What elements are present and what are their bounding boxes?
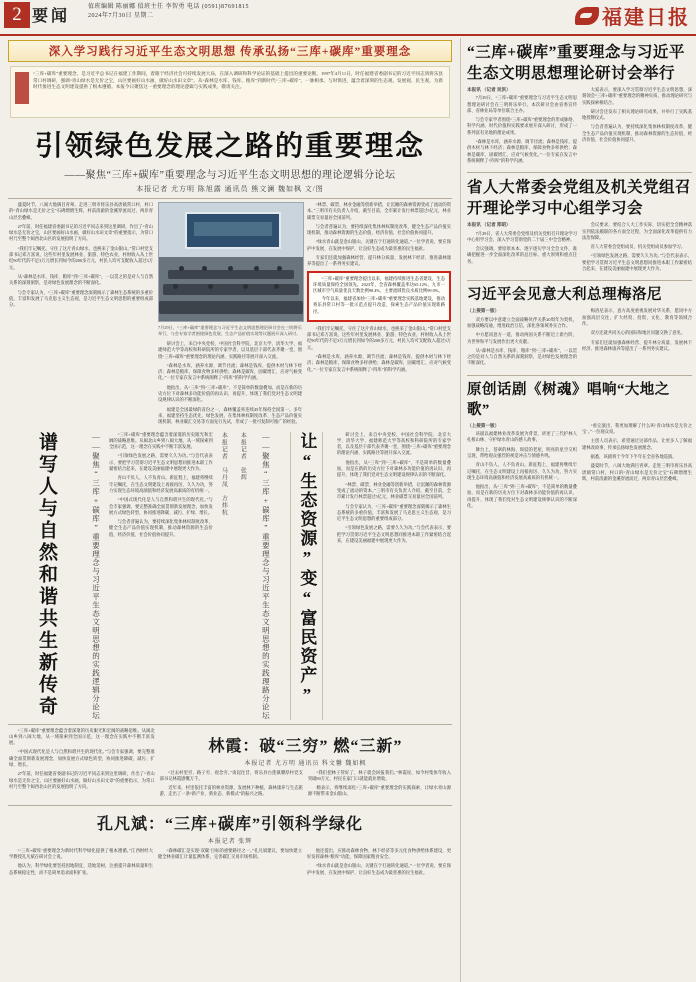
- right-article-2-tag: 本报讯 （记者 郑昭）: [467, 222, 511, 228]
- paragraph: 近年来，村里依托丰富的林业资源，发展林下种植、森林康养与生态旅游，走出了一条“新产业、新业态、新模式”的振兴之路。: [159, 785, 303, 797]
- paragraph: 27年前，时任福建省委副书记的习近平同志来到这里调研，作出了“青山绿水是无价之宝，山区要画好山水画，做好山水田文章”的重要指示，为常口村乃至整个闽西北山区的发展指明了方向。: [9, 771, 155, 789]
- right-article-3-title: 习近平会见意大利总理梅洛尼: [467, 287, 662, 304]
- paragraph: “森林碳汇是实现‘双碳’目标的重要路径之一。”孔凡斌建议，要加快建立健全林业碳汇计量监测体系，完善碳汇交易市场机制。: [158, 847, 302, 860]
- masthead: [0, 0, 696, 36]
- paragraph: 双方要以中意建立全面战略伙伴关系20周年为契机，加强战略沟通，增进政治互信，深化各领域务实合作。: [467, 316, 577, 328]
- right-article-2-title: 省人大常委会党组及机关党组召开理论学习中心组学习会: [467, 179, 692, 218]
- paragraph: “中国式现代化是人与自然和谐共生的现代化。”与会专家强调，要完整准确全面贯彻新发展理念，加快发展方式绿色转型，协同推进降碳、减污、扩绿、增长。: [9, 749, 155, 768]
- paragraph: 与会者普遍认为，要持续深化集体林权制度改革，健全生态产品价值实现机制，推动森林资源的生态价值、经济价值、社会价值协同提升。: [307, 223, 451, 236]
- right-article-4-title: 原创话剧《树魂》唱响“大地之歌”: [467, 381, 670, 418]
- photo-caption: 7月29日，“三库+碳库”重要理念与习近平生态文明思想理论研讨会在三明将乐举行，与会专家学者围绕绿色发展、生态产品价值实现等议题展开深入研讨。: [158, 325, 302, 336]
- right-article-4-body: [467, 423, 692, 513]
- masthead-meta-line-2: 2024年7月30日 星期二: [88, 13, 154, 19]
- paragraph: “看完演出，我更加理解了什么叫‘青山绿水是无价之宝’。”一位观众说。: [582, 422, 692, 435]
- paragraph: 他指出，从“三库”到“三库+碳库”，不是简单的数量叠加，而是在新的历史方位下对森林多功能价值的再认识、再提升，体现了我们党对生态文明建设规律认识的不断深化。: [467, 484, 577, 508]
- photo-screen: [185, 212, 281, 249]
- editor-note: [10, 66, 450, 118]
- paragraph: “我们把林子管好了，林子就会回报我们。”林霞说，如今村集体年收入突破80万元，村民在家门口就能就业增收。: [307, 769, 452, 781]
- masthead-meta-line-1: 值班编辑 陈丽娜 值班主任 李智勇 电话 (0591)87691815: [88, 4, 249, 10]
- divider: [467, 375, 692, 376]
- left-content-zone: [4, 38, 456, 982]
- paragraph: “三库+碳库”重要理念蕴含着深邃的历史眼光和宏阔的战略思维。从闽北山乡到八闽大地，从一域探索到全国示范，这一理念在实践中不断丰富发展。: [9, 727, 155, 746]
- paragraph: 与会专家认为，“三库+碳库”重要理念深刻揭示了森林生态系统的多重价值，丰富和发展了马克思主义生态观，是习近平生态文明思想的重要组成部分。: [336, 503, 451, 522]
- paragraph: 从“森林是水库、钱库、粮库”到“三库+碳库”，一以贯之的是对人与自然关系的深刻洞察，是对绿色发展理念的不断深化。: [467, 347, 577, 366]
- right-article-3-tag: （上接第一版）: [467, 308, 500, 314]
- lead-article-columns: [4, 202, 456, 429]
- paragraph: “森林是水库，涵养水源、调节径流；森林是钱库，提供木材与林下经济；森林是粮库，保障食物多样供给；森林是碳库，固碳增汇、应对气候变化。”一位专家在发言中系统阐释了“四库”的科学内涵。: [307, 354, 451, 372]
- highlight-box: [307, 271, 451, 322]
- paragraph: 省人大常委会党组成员、机关党组成员参加学习。: [590, 244, 686, 250]
- paragraph: 从“森林是水库、钱库、粮库”到“三库+碳库”，一以贯之的是对人与自然关系的深刻洞察，是对绿色发展理念的不断深化。: [9, 273, 153, 286]
- paragraph: “引领绿色发展之路，需要久久为功。”与会代表表示，要把学习贯彻习近平生态文明思想同推进本职工作紧密结合起来，在建设美丽福建中展现更大作为。: [336, 525, 451, 544]
- paragraph: 盛夏时节，八闽大地满目青翠。走进三明市将乐县高唐镇常口村，村口的“青山绿水是无价之宝”石碑熠熠生辉，村前清澈的金溪穿流而过，两岸青山层峦叠嶂。: [9, 202, 153, 220]
- page-number: 2: [4, 2, 30, 28]
- vertical-article-byline-1: 本报记者 马丹凤 方炜杭: [220, 431, 227, 516]
- paragraph: 研讨会上，来自中央党校、中国社会科学院、北京大学、清华大学、福建师范大学等高校和科研院所的专家学者，以及基层干部代表齐聚一堂，围绕“三库+碳库”重要理念的理论内涵、实践路径等展开深入交流。: [336, 431, 451, 456]
- paper-name: 福建日报: [602, 7, 690, 29]
- paragraph: 与会专家学者围绕“三库+碳库”重要理念的形成脉络、科学内涵、时代价值和实践要求展开深入研讨，形成了一系列富有见地的理论成果。: [467, 117, 577, 135]
- paragraph: “森林是水库，涵养水源、调节径流；森林是钱库，提供木材与林下经济；森林是粮库，保障食物多样供给；森林是碳库，固碳增汇、应对气候变化。”一位专家在发言中系统阐释了“四库”的科学内涵。: [467, 139, 577, 163]
- right-article-2-body: [467, 222, 692, 275]
- paragraph: 他还提出，应推动森林食物、林下经济等多元化食物供给体系建设，更好发挥森林“粮库”功能，保障国家粮食安全。: [307, 847, 451, 860]
- paragraph: “过去村里穷、路子穷、观念穷。”谈起往昔，将乐县白莲镇墈厚村党支部书记林霞感慨万千。: [159, 769, 303, 781]
- paragraph: “我们牢记嘱托，守住了这片青山绿水，也换来了金山银山。”常口村党支部书记邓万富说，这些年村里发展林业、旅游、特色农业，村财收入从上世纪90年代的不足3万元增长到如今的200多万元，村民人均可支配收入超过3万元。: [307, 325, 451, 350]
- seal-icon: [15, 72, 29, 104]
- right-article-4-tag: （上接第一版）: [467, 422, 500, 428]
- paragraph: 青山不负人，人不负青山。新征程上，福建将继续牢记嘱托，在生态文明建设上再接再厉、久久为功，努力实现生态环境高颜值和经济发展高素质的有机统一。: [109, 475, 213, 493]
- paragraph: “林票、碳票、林业金融等创新举措，让沉睡的森林资源变成了流动的资本。”三明市有关负责人介绍，截至目前，全市累计发行林票超过5亿元，林业碳票交易量居全国前列。: [307, 202, 451, 220]
- paragraph: “我们牢记嘱托，守住了这片青山绿水，也换来了金山银山。”常口村党支部书记邓万富说，这些年村里发展林业、旅游、特色农业，村财收入从上世纪90年代的不足3万元增长到如今的200多万元，村民人均可支配收入超过3万元。: [9, 245, 153, 270]
- divider: [467, 172, 692, 173]
- lead-column-3: [307, 202, 451, 429]
- sub-article-2-title: 孔凡斌：“三库+碳库”引领科学绿化: [96, 815, 364, 833]
- paragraph: 他认为，科学绿化要坚持因地制宜、适地适树，注重提升森林质量和生态系统稳定性，而不是简单追求面积扩张。: [9, 863, 153, 875]
- page-section-label: 要闻: [32, 8, 71, 25]
- right-article-1-body: [467, 87, 692, 167]
- paragraph: 专家们还就加强森林经营、提升林分质量、发展林下经济、推进森林康养等提出了一系列务实建议。: [307, 255, 451, 267]
- divider: [8, 198, 452, 199]
- paragraph: “三库+碳库”重要理念蕴含着深邃的历史眼光和宏阔的战略思维。从闽北山乡到八闽大地，从一域探索到全国示范，这一理念在实践中不断丰富发展。: [109, 431, 213, 450]
- vertical-article-title-1: 谱写人与自然和谐共生新传奇: [36, 431, 57, 718]
- paragraph: 主创人员表示，希望通过这部作品，让更多人了解福建林改故事，传承弘扬绿色发展理念。: [582, 438, 692, 450]
- paragraph: 双方还就共同关心的国际和地区问题交换了意见。: [590, 330, 686, 336]
- paragraph: 福建是全国最绿的省份之一，森林覆盖率连续45年保持全国第一。多年来，福建坚持生态优先、绿色发展，在集体林权制度改革、生态产品价值实现机制、林业碳汇交易等方面先行先试，形成了一批可复制可推广的经验。: [158, 406, 302, 425]
- conference-photo: [158, 202, 304, 322]
- paragraph: 7月29日，省人大常委会党组及机关党组召开理论学习中心组学习会，深入学习贯彻党的二十届三中全会精神。: [467, 230, 577, 242]
- editor-note-text: “三库+碳库”重要理念，是习近平总书记在福建工作期间，着眼于经济社会可持续发展大局，在深入调研和科学论证的基础上提出的重要论断。1997年4月11日，时任福建省委副书记的习近平同志到将乐县常口村调研，强调“青山绿水是无价之宝，山区要画好山水画，做好山水田文章”。从“森林是水库、钱库、粮库”到新时代“三库+碳库”，一脉相承、与时俱进，蕴含着深刻的生态观、发展观、民生观，为新时代推进生态文明建设提供了根本遵循。本报今日聚焦这一重要理念的理论逻辑与实践成果，敬请关注。: [33, 71, 443, 90]
- sub-article-1-byline: 本报记者 尤方明 通讯员 科文馨 魏如枫: [244, 760, 367, 767]
- photo-person: [243, 284, 248, 289]
- right-article-3-body: [467, 308, 692, 369]
- right-article-1-title: “三库+碳库”重要理念与习近平生态文明思想理论研讨会举行: [467, 44, 685, 82]
- paragraph: “‘三库+碳库’重要理念为新时代科学绿化提供了根本遵循。”江西财经大学教授孔凡斌在研讨会上说。: [9, 847, 153, 860]
- paragraph: 据悉，该剧将于今年下半年在全省各地巡演。: [590, 453, 677, 459]
- paragraph: “森林是水库，涵养水源、调节径流；森林是钱库，提供木材与林下经济；森林是粮库，保障食物多样供给；森林是碳库，固碳增汇、应对气候变化。”一位专家在发言中系统阐释了“四库”的科学内涵。: [158, 362, 302, 381]
- paragraph: 研讨会还发布了相关理论研究成果，并举行了实践基地授牌仪式。: [582, 108, 692, 121]
- vertical-article-subhead-2: ——聚焦“三库+碳库”重要理念与习近平生态文明思想的实践理路分论坛: [261, 431, 271, 720]
- paragraph: “三库+碳库”重要理念提出以来，福建持续推进生态省建设，生态环境质量保持全国领先。2023年，全省森林覆盖率达65.12%，九市一区城市空气质量优良天数比例98.4%，主要流域优良水质比例99.0%。: [313, 275, 445, 294]
- lead-byline: 本报记者 尤方明 陈旭露 通讯员 熊文澜 魏如枫 文/图: [136, 185, 324, 193]
- paper-nameplate: [575, 1, 690, 30]
- paragraph: 与会专家认为，“三库+碳库”重要理念深刻揭示了森林生态系统的多重价值，丰富和发展了马克思主义生态观，是习近平生态文明思想的重要组成部分。: [9, 289, 153, 308]
- sub-article-2: [4, 811, 456, 879]
- vertical-article-subhead-1: ——聚焦“三库+碳库”重要理念与习近平生态文明思想的实践逻辑分论坛: [91, 431, 101, 720]
- lead-subhead: ——聚焦“三库+碳库”重要理念与习近平生态文明思想的理论逻辑分论坛: [64, 170, 396, 181]
- lead-column-2: [158, 202, 302, 429]
- paragraph: 会议强调，要原原本本、逐字逐句学习全会文件，准确把握进一步全面深化改革的总目标、重大原则和重点任务。: [467, 246, 577, 264]
- paragraph: 该剧以福建林业改革发展为背景，讲述了三代护林人扎根山林、守护绿水青山的感人故事。: [467, 431, 577, 443]
- vertical-article-byline-2: 本报记者 张辉: [239, 431, 246, 481]
- masthead-meta: [88, 3, 249, 21]
- paragraph: 盛夏时节，八闽大地满目青翠。走进三明市将乐县高唐镇常口村，村口的“青山绿水是无价之宝”石碑熠熠生辉，村前清澈的金溪穿流而过，两岸青山层峦叠嶂。: [582, 463, 692, 481]
- paragraph: 今年以来，福建省加快“三库+碳库”重要理念实践基地建设，推动将乐县常口村等一批示范点提升改造，探索生态产品价值实现新路径。: [313, 296, 445, 314]
- sub-article-1: [4, 728, 456, 801]
- paragraph: 研讨会上，来自中央党校、中国社会科学院、北京大学、清华大学、福建师范大学等高校和科研院所的专家学者，以及基层干部代表齐聚一堂，围绕“三库+碳库”重要理念的理论内涵、实践路径等展开深入交流。: [158, 341, 302, 359]
- paragraph: 舞台上，苍翠的林海、斑驳的老屋、明亮的星空交织呈现，带给观众强烈的视觉冲击与情感共鸣。: [467, 446, 577, 458]
- paragraph: “中国式现代化是人与自然和谐共生的现代化。”与会专家强调，要完整准确全面贯彻新发展理念，加快发展方式绿色转型，协同推进降碳、减污、扩绿、增长。: [109, 497, 213, 515]
- sub1-left-filler: [9, 728, 155, 801]
- paragraph: 她表示，将继续深化“三库+碳库”重要理念的实践探索，让绿水青山源源不断带来金山银山。: [307, 785, 452, 797]
- paragraph: 与会者普遍认为，要持续深化集体林权制度改革，健全生态产品价值实现机制，推动森林资源的生态价值、经济价值、社会价值协同提升。: [582, 124, 692, 143]
- right-article-1-tag: 本报讯 （记者 吴洪）: [467, 87, 511, 92]
- paragraph: 大家表示，要深入学习贯彻习近平生态文明思想，深刻领会“三库+碳库”重要理念的精神实质，推动理论研究与实践探索相结合。: [582, 87, 692, 105]
- sub-article-1-title: 林霞：破“三穷” 燃“三新”: [208, 737, 403, 755]
- lead-column-1: [9, 202, 153, 429]
- theme-banner: [8, 40, 452, 62]
- photo-seat-row: [159, 301, 303, 314]
- divider: [467, 280, 692, 281]
- paragraph: “绿水青山就是金山银山，关键在于打通转化通道。”一位学者说，要在保护中发展、在发展中保护，让良好生态成为最普惠的民生福祉。: [307, 863, 451, 875]
- paragraph: 青山不负人，人不负青山。新征程上，福建将继续牢记嘱托，在生态文明建设上再接再厉、久久为功，努力实现生态环境高颜值和经济发展高素质的有机统一。: [467, 462, 577, 480]
- paragraph: 专家们还就加强森林经营、提升林分质量、发展林下经济、推进森林康养等提出了一系列务实建议。: [582, 339, 692, 351]
- paragraph: “引领绿色发展之路，需要久久为功。”与会代表表示，要把学习贯彻习近平生态文明思想同推进本职工作紧密结合起来，在建设美丽福建中展现更大作为。: [582, 253, 692, 272]
- paragraph: “绿水青山就是金山银山，关键在于打通转化通道。”一位学者说，要在保护中发展、在发展中保护，让良好生态成为最普惠的民生福祉。: [307, 239, 451, 251]
- paragraph: “林票、碳票、林业金融等创新举措，让沉睡的森林资源变成了流动的资本。”三明市有关负责人介绍，截至目前，全市累计发行林票超过5亿元，林业碳票交易量居全国前列。: [336, 481, 451, 500]
- paragraph: “引领绿色发展之路，需要久久为功。”与会代表表示，要把学习贯彻习近平生态文明思想同推进本职工作紧密结合起来，在建设美丽福建中展现更大作为。: [109, 453, 213, 472]
- theme-banner-text: 深入学习践行习近平生态文明思想 传承弘扬“三库+碳库”重要理念: [48, 46, 412, 58]
- paragraph: 27年前，时任福建省委副书记的习近平同志来到这里调研，作出了“青山绿水是无价之宝，山区要画好山水画，做好山水田文章”的重要指示，为常口村乃至整个闽西北山区的发展指明了方向。: [9, 223, 153, 242]
- paragraph: 与会者普遍认为，要持续深化集体林权制度改革，健全生态产品价值实现机制，推动森林资源的生态价值、经济价值、社会价值协同提升。: [109, 519, 213, 537]
- paragraph: 会议要求，要结合人大工作实际，切实把全会精神落实到依法履职的各方面全过程，为全面深化改革提供有力法治保障。: [582, 222, 692, 240]
- paragraph: 他指出，从“三库”到“三库+碳库”，不是简单的数量叠加，而是在新的历史方位下对森林多功能价值的再认识、再提升，体现了我们党对生态文明建设规律认识的不断深化。: [158, 384, 302, 403]
- vertical-article-title-2: 让“生态资源”变“富民资产”: [290, 432, 323, 720]
- vertical-titles-zone: [4, 432, 456, 720]
- paragraph: 7月29日，“三库+碳库”重要理念与习近平生态文明思想理论研讨会在三明将乐举行。本次研讨会由省委宣传部、省林业局等单位联合主办。: [467, 95, 577, 113]
- nameplate-logo-icon: [575, 7, 599, 25]
- paragraph: 梅洛尼表示，意方高度重视发展对华关系，愿同中方加强高层交往，扩大经贸、投资、文化、教育等领域合作。: [582, 308, 692, 326]
- paragraph: 中方愿同意方一道，推动两国关系不断迈上新台阶，为世界和平与发展作出更大贡献。: [467, 332, 577, 344]
- paragraph: 他指出，从“三库”到“三库+碳库”，不是简单的数量叠加，而是在新的历史方位下对森林多功能价值的再认识、再提升，体现了我们党对生态文明建设规律认识的不断深化。: [336, 459, 451, 478]
- divider: [8, 805, 452, 806]
- sub1-main: [160, 728, 451, 801]
- sub-article-2-byline: 本报记者 张辉: [207, 838, 253, 845]
- page-title: 引领绿色发展之路的重要理念: [34, 131, 425, 162]
- right-content-zone: [460, 38, 692, 982]
- divider: [8, 724, 452, 725]
